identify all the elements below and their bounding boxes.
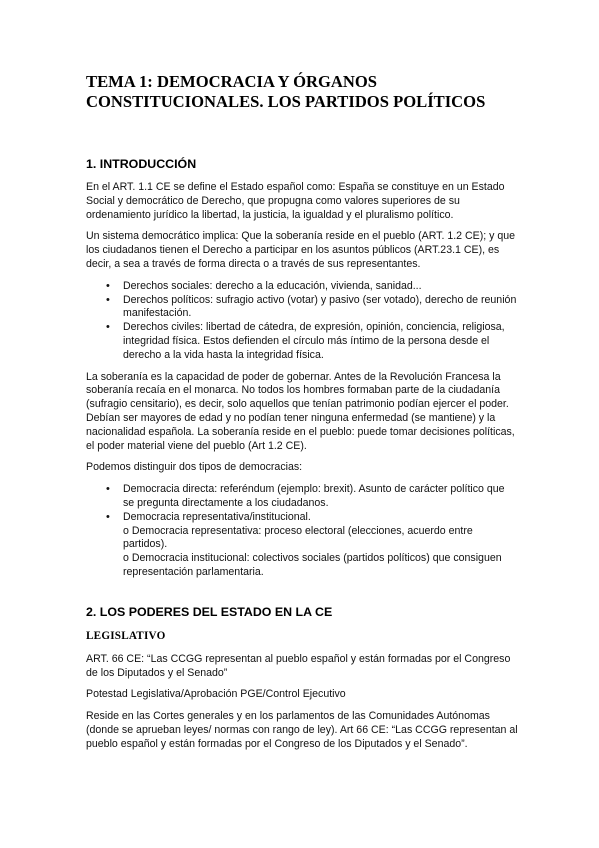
list-item-democracia-directa — [106, 483, 518, 511]
bullet-icon: • — [106, 321, 110, 334]
bullet-icon: • — [106, 293, 110, 306]
paragraph-art-66: ART. 66 CE: “Las CCGG representan al pueblo español y están formadas por el Congreso de los Diputados y el Senado” — [86, 652, 511, 679]
paragraph-soberania: La soberanía es la capacidad de poder de gobernar. Antes de la Revolución Francesa la soberanía recaía en el monarca. No todos los hombres formaban parte de la ciudadanía (sufragio censitario), es decir, solo aquellos que tenían patrimonio podían ejercer el poder. Debían ser mayores de edad y no podían tener ninguna enfermedad (se mantiene) y la nacionalidad española. La soberanía reside en el pueblo: puede tomar decisiones políticas, el poder material viene del pueblo (Art 1.2 CE). — [86, 370, 515, 452]
list-item-derechos-civiles — [106, 321, 518, 362]
list-item-democracia-representativa-institucional — [106, 510, 518, 580]
paragraph-cortes-generales: Reside en las Cortes generales y en los parlamentos de las Comunidades Autónomas (donde se aprueban leyes/ normas con rango de ley). Art 66 CE: “Las CCGG representan al pueblo español y están formadas por el Congreso de los Diputados y el Senado”. — [86, 710, 518, 750]
list-item-derechos-politicos — [106, 293, 518, 322]
document-content — [86, 72, 518, 760]
section-heading-introduccion: 1. INTRODUCCIÓN — [86, 157, 197, 171]
subsection-heading-legislativo: LEGISLATIVO — [86, 629, 166, 642]
paragraph-art-1-1: En el ART. 1.1 CE se define el Estado español como: España se constituye en un Estado Social y democrático de Derecho, que propugna como valores superiores de su ordenamiento jurídico la libertad, la justicia, la igualdad y el pluralismo político. — [86, 181, 505, 221]
section-spacer — [86, 588, 518, 604]
sub-item-democracia-representativa: o Democracia representativa: proceso electoral (elecciones, acuerdo entre partidos). — [123, 524, 473, 551]
document-title: TEMA 1: DEMOCRACIA Y ÓRGANOS CONSTITUCIONALES. LOS PARTIDOS POLÍTICOS — [86, 72, 486, 111]
list-item-derechos-sociales — [106, 279, 518, 294]
list-item-text: Democracia directa: referéndum (ejemplo: brexit). Asunto de carácter político que se pregunta directamente a los ciudadanos. — [123, 483, 505, 509]
bullet-icon: • — [106, 279, 110, 292]
section-heading-poderes: 2. LOS PODERES DEL ESTADO EN LA CE — [86, 604, 333, 619]
list-item-text: Derechos civiles: libertad de cátedra, de expresión, opinión, conciencia, religiosa, integridad física. Estos defienden el círculo más íntimo de la persona desde el derecho a la vida hasta la integridad física. — [123, 321, 505, 361]
bullet-icon: • — [106, 510, 110, 523]
democracy-types-list — [86, 483, 518, 580]
bullet-icon: • — [106, 483, 110, 496]
paragraph-tipos-democracia: Podemos distinguir dos tipos de democracias: — [86, 461, 303, 474]
list-item-text: Democracia representativa/institucional. — [123, 510, 311, 523]
sub-item-democracia-institucional: o Democracia institucional: colectivos sociales (partidos políticos) que consiguen representación parlamentaria. — [123, 552, 502, 578]
list-item-text: Derechos políticos: sufragio activo (votar) y pasivo (ser votado), derecho de reunión manifestación. — [123, 293, 517, 320]
rights-list — [86, 280, 518, 363]
paragraph-sistema-democratico: Un sistema democrático implica: Que la soberanía reside en el pueblo (ART. 1.2 CE); y que los ciudadanos tienen el Derecho a participar en los asuntos públicos (ART.23.1 CE), es decir, a sea a través de forma directa o a través de sus representantes. — [86, 230, 516, 270]
list-item-text: Derechos sociales: derecho a la educación, vivienda, sanidad... — [123, 279, 422, 292]
paragraph-potestad-legislativa: Potestad Legislativa/Aprobación PGE/Control Ejecutivo — [86, 688, 346, 701]
